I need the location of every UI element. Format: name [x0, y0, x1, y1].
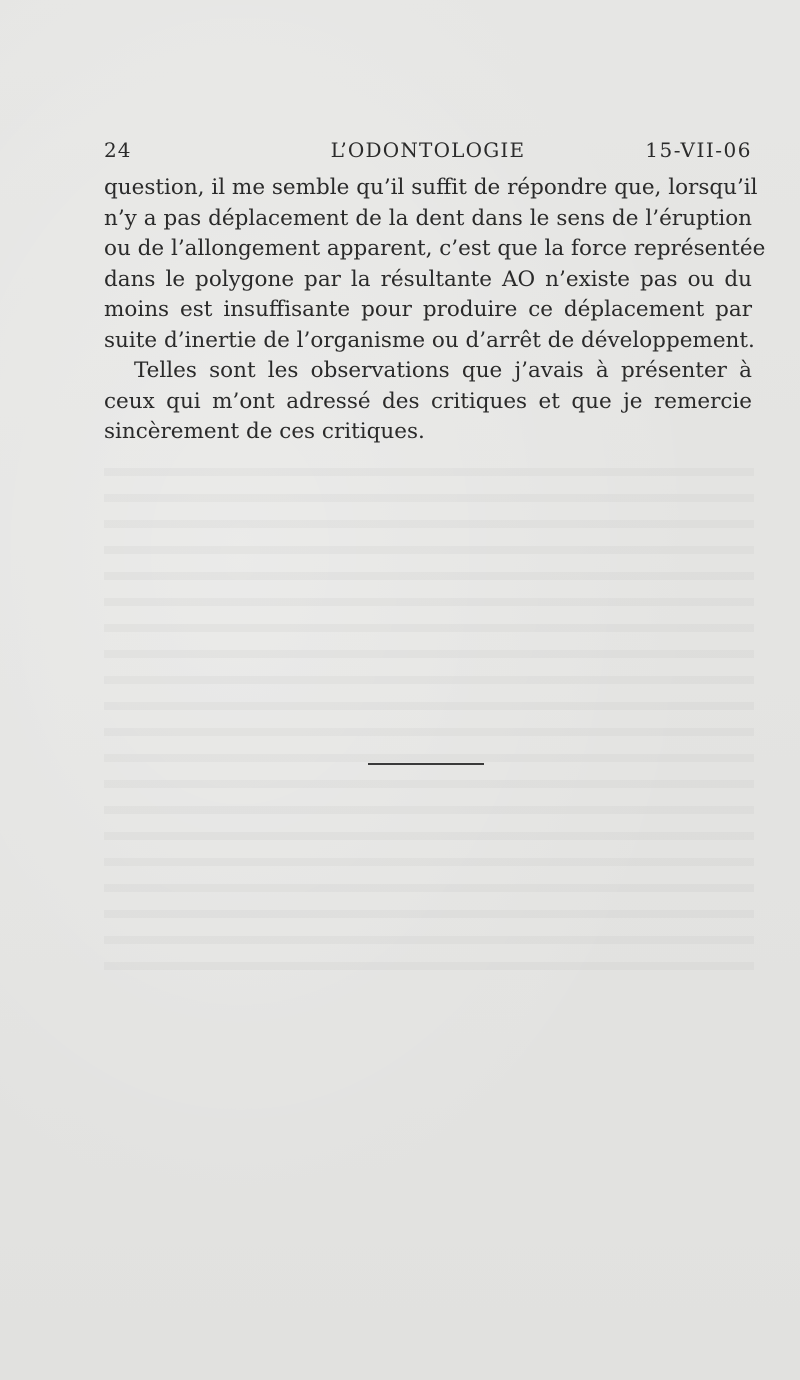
section-divider [368, 763, 484, 765]
page-number: 24 [104, 138, 132, 162]
text-line: sincèrement de ces critiques. [104, 419, 425, 444]
body-text [104, 173, 766, 448]
text-line: ou de l’allongement apparent, c’est que la force représentée [104, 236, 766, 261]
text-line: suite d’inertie de l’organisme ou d’arrêt de développement. [104, 327, 755, 353]
journal-title: L’ODONTOLOGIE [330, 138, 526, 162]
text-line: ceux qui m’ont adressé des critiques et que je remercie [104, 388, 752, 414]
text-line: Telles sont les observations que j’avais à présenter à [134, 358, 752, 383]
running-header [104, 138, 752, 168]
bleed-through-text [104, 450, 754, 970]
text-line: dans le polygone par la résultante AO n’existe pas ou du [104, 266, 752, 292]
issue-date: 15-VII-06 [645, 138, 752, 162]
text-line: moins est insuffisante pour produire ce déplacement par [104, 297, 752, 322]
text-line: n’y a pas déplacement de la dent dans le sens de l’éruption [104, 205, 752, 231]
text-line: question, il me semble qu’il suffit de répondre que, lorsqu’il [104, 175, 758, 200]
